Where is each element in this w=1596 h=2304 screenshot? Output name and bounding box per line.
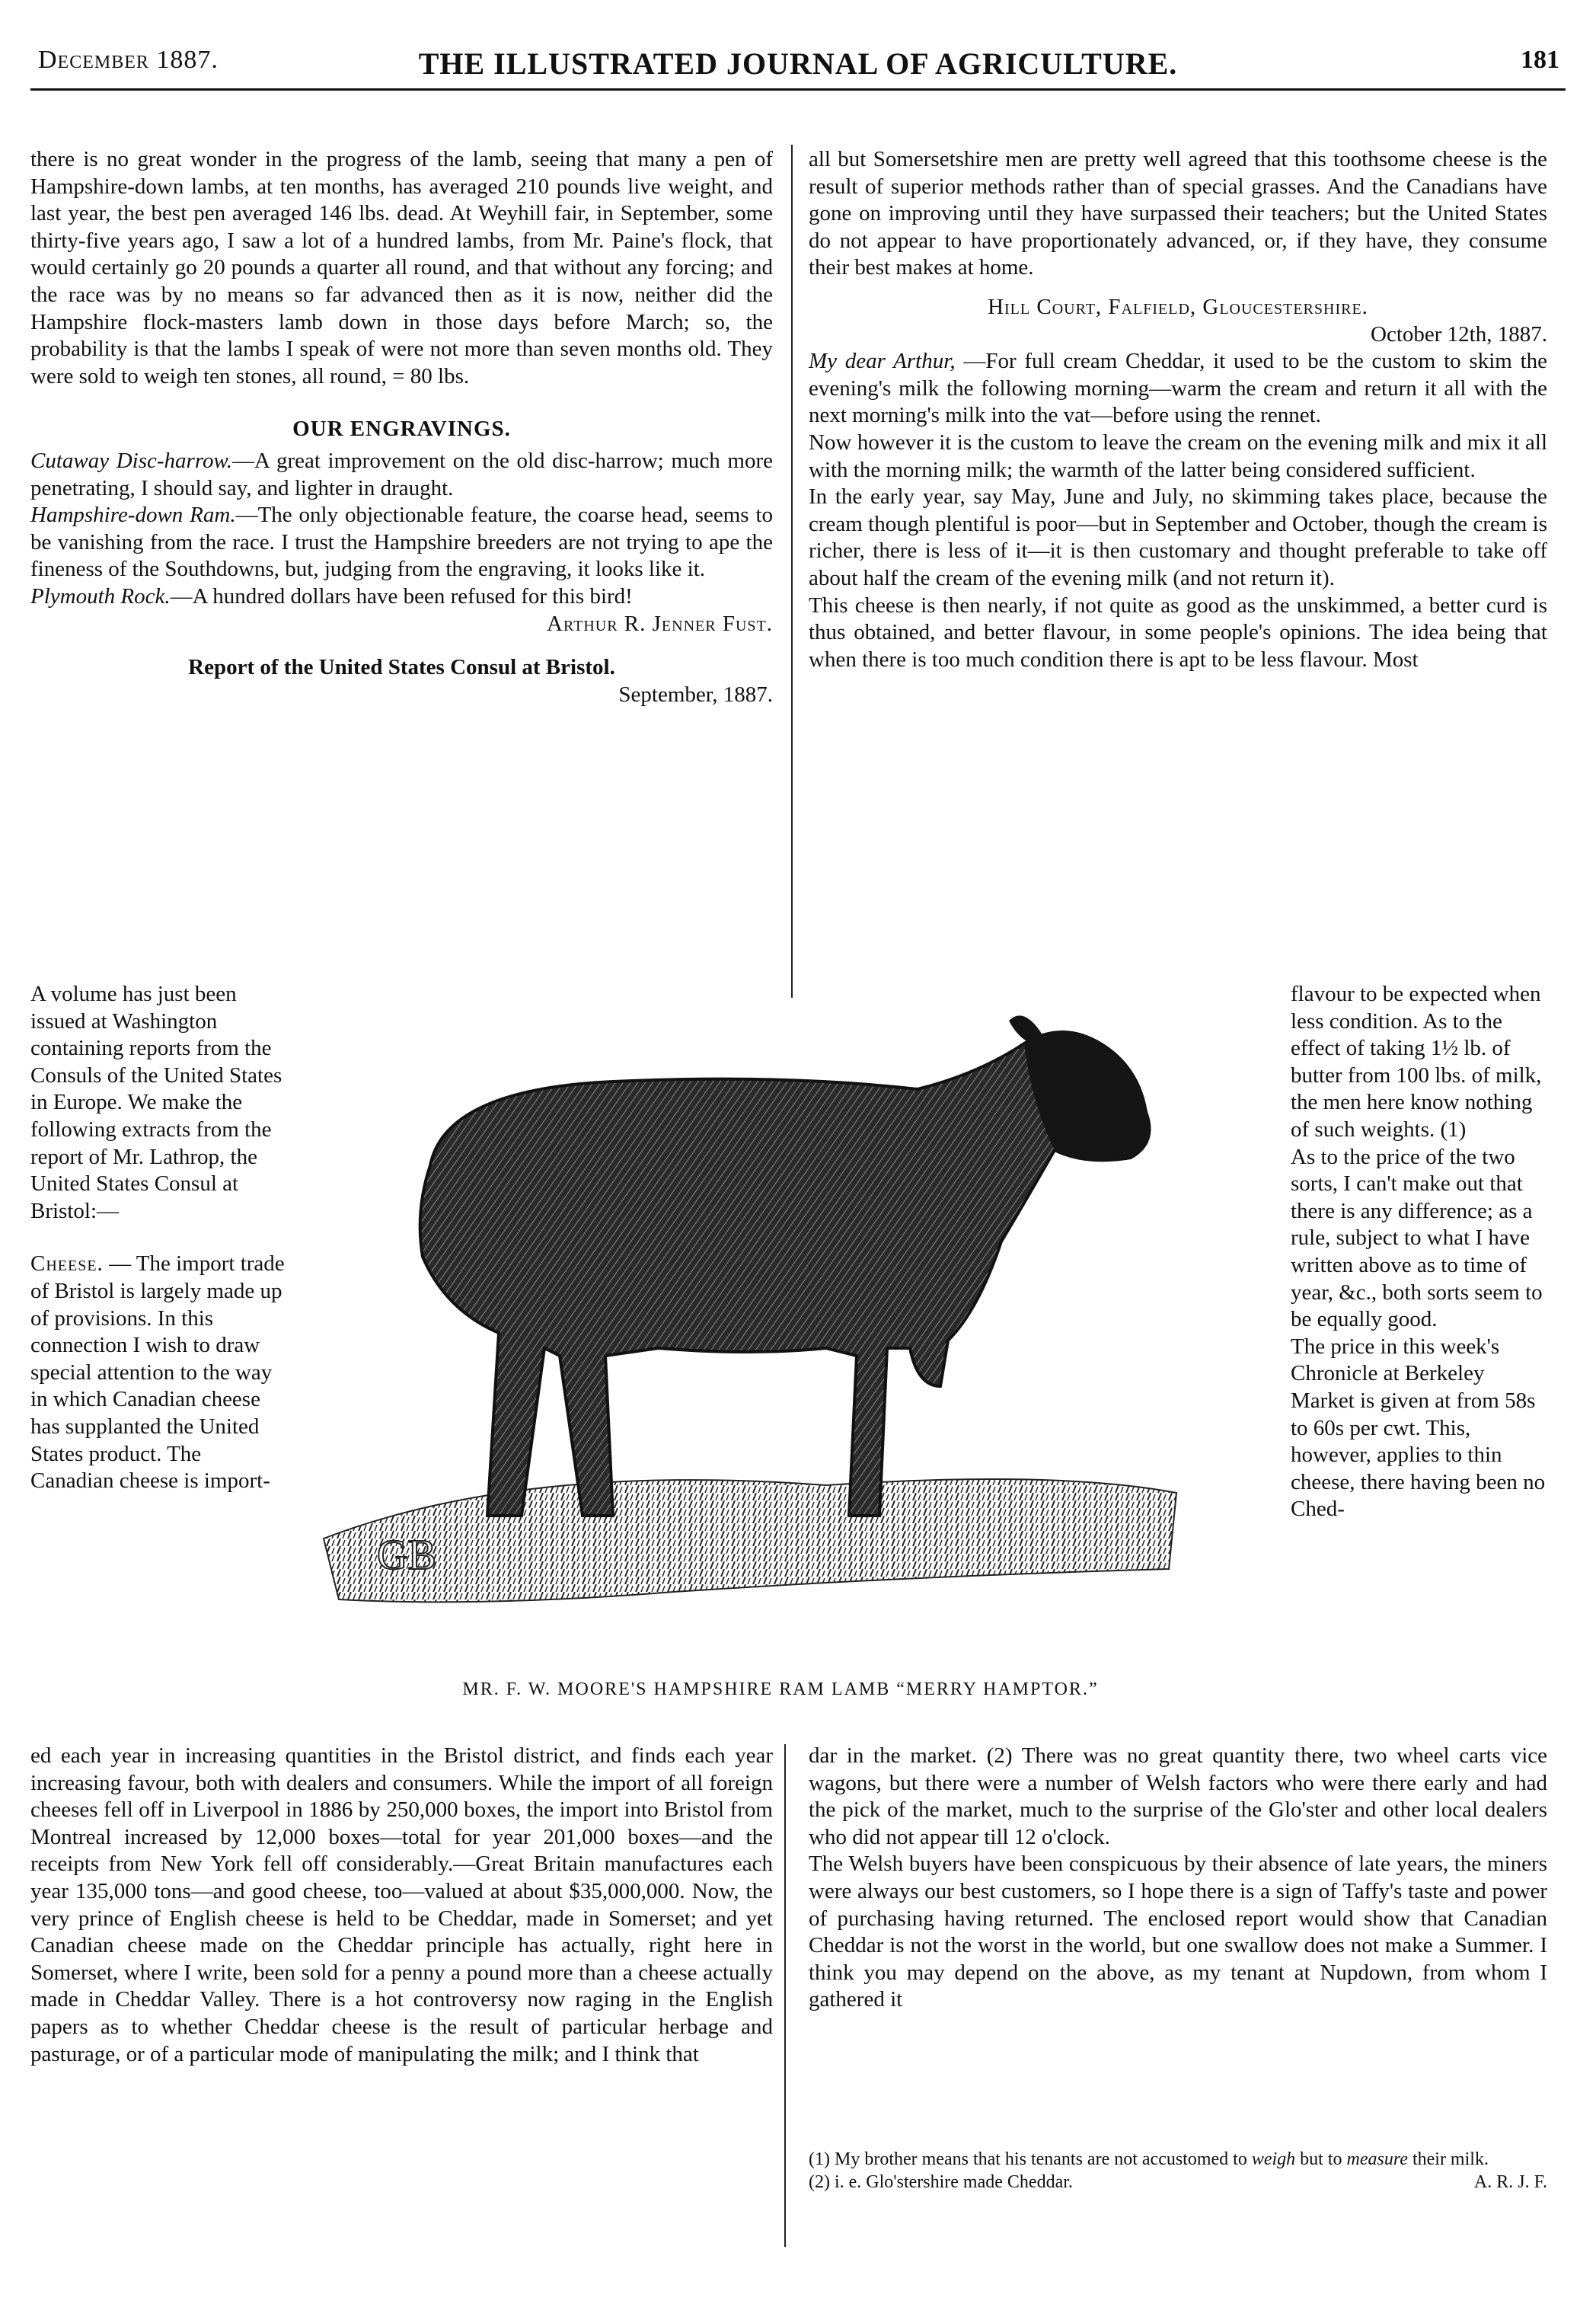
welsh-buyers-paragraph: The Welsh buyers have been conspicuous by their absence of late years, the miners were always our best customers, so I hope there is a sign of Taffy's taste and power of purchasing having returned. The enclosed report would show that Canadian Cheddar is not the worst in the world, but one swallow does not make a Summer. I think you may depend on the above, as my tenant at Nupdown, from whom I gathered it [809, 1852, 1547, 2012]
letter-address: Hill Court, Falfield, Gloucestershire. [988, 294, 1368, 319]
letter-paragraph-4: This cheese is then nearly, if not quite as good as the unskimmed, a better curd is thus obtained, and better flavour, in some people's opinions. The idea being that when there is too much condition there is apt to be less flavour. Most [809, 593, 1547, 672]
footnote-2: (2) i. e. Glo'stershire made Cheddar. [809, 2172, 1073, 2192]
cheese-label: Cheese. [30, 1251, 104, 1277]
column-divider-top [791, 145, 793, 998]
letter-paragraph-1 [809, 348, 1547, 430]
author-signature: Arthur R. Jenner Fust. [547, 611, 773, 636]
engraving-rock [30, 583, 773, 611]
header-rule [30, 88, 1566, 91]
engraving-harrow-title: Cutaway Disc-harrow. [30, 448, 232, 473]
column-left-top [30, 146, 773, 708]
engravings-heading: OUR ENGRAVINGS. [292, 417, 511, 442]
footnote-1-text-b: but to [1295, 2149, 1347, 2169]
volume-paragraph: A volume has just been issued at Washington containing reports from the Consuls of the United States in Europe. We make the following extracts from the report of Mr. Lathrop, the United States Consul at Bristol:— [30, 982, 282, 1223]
engraving-rock-title: Plymouth Rock. [30, 583, 171, 609]
bristol-paragraph: ed each year in increasing quantities in the Bristol district, and finds each year increasing favour, both with dealers and consumers. While the import of all foreign cheeses fell off in Liverpool in 1886 by 250,000 boxes, the import into Bristol from Montreal increased by 12,000 boxes—total for year 201,000 boxes—and the receipts from New York fell off considerably.—Great Britain manufactures each year 135,000 tons—and good cheese, too—valued at about $35,000,000. Now, the very prince of English cheese is held to be Cheddar, made in Somerset; and yet Canadian cheese made on the Cheddar principle has actually, right here in Somerset, where I write, been sold for a penny a pound more than a cheese actually made in Cheddar Valley. There is a hot controversy now raging in the English papers as to whether Cheddar cheese is the result of particular herbage and pasturage, or of a particular mode of manipulating the milk; and I think that [30, 1743, 773, 2066]
report-heading: Report of the United States Consul at Bristol. [188, 655, 615, 680]
engraving-ram-text: —The only objectionable feature, the coarse head, seems to be vanishing from the race. I trust the Hampshire breeders are not trying to ape the fineness of the Southdowns, but, judging from the engraving, it looks like it. [30, 503, 773, 582]
letter-date: October 12th, 1887. [1371, 321, 1547, 347]
engraving-harrow [30, 448, 773, 502]
sheep-engraving-icon [293, 990, 1283, 1676]
price-paragraph: As to the price of the two sorts, I can't make out that there is any difference; as a rule, subject to what I have written above as to time of year, &c., both sorts seem to be equally good. [1291, 1144, 1543, 1332]
letter-paragraph-1-text: —For full cream Cheddar, it used to be the custom to skim the evening's milk the following morning—warm the cream and return it all with the next morning's milk into the vat—before using the rennet. [809, 349, 1547, 428]
letter-paragraph-2: Now however it is the custom to leave the cream on the evening milk and mix it all with the morning milk; the warmth of the latter being considered sufficient. [809, 430, 1547, 482]
market-paragraph: The price in this week's Chronicle at Berkeley Market is given at from 58s to 60s per cwt. This, however, applies to thin cheese, there having been no Ched- [1291, 1334, 1546, 1522]
engraving-rock-text: —A hundred dollars have been refused for this bird! [170, 583, 633, 609]
column-divider-bottom [784, 1744, 786, 2247]
engraving-harrow-text: —A great improvement on the old disc-harrow; much more penetrating, I should say, and lighter in draught. [30, 448, 773, 500]
column-right-bottom [809, 1743, 1547, 2014]
engraving-ram [30, 502, 773, 583]
engraver-monogram: GB [377, 1532, 436, 1579]
column-left-bottom [30, 1743, 773, 2068]
footnotes [809, 2148, 1547, 2194]
somerset-paragraph: all but Somersetshire men are pretty well agreed that this toothsome cheese is the result of superior methods rather than of special grasses. And the Canadians have gone on improving until they have surpassed their teachers; but the United States do not appear to have proportionately advanced, or, if they have, they consume their best makes at home. [809, 147, 1547, 280]
column-right-top [809, 146, 1547, 673]
footnote-1-measure: measure [1346, 2149, 1408, 2169]
header-date: December 1887. [38, 46, 219, 74]
engraving-ram-title: Hampshire-down Ram. [30, 503, 236, 528]
lamb-paragraph: there is no great wonder in the progress of the lamb, seeing that many a pen of Hampshire-down lambs, at ten months, has averaged 210 pounds live weight, and last year, the best pen averaged 146 lbs. dead. At Weyhill fair, in September, some thirty-five years ago, I saw a lot of a hundred lambs, from Mr. Paine's flock, that would certainly go 20 pounds a quarter all round, and that without any forcing; and the race was by no means so far advanced then as it is now, neither did the Hampshire flock-masters lamb down in those days before March; so, the probability is that the lambs I speak of were not more than seven months old. They were sold to weigh ten stones, all round, = 80 lbs. [30, 147, 773, 388]
page-number: 181 [1521, 46, 1559, 74]
column-left-narrow [30, 981, 289, 1495]
footnote-1-weigh: weigh [1251, 2149, 1296, 2169]
market-continued-paragraph: dar in the market. (2) There was no great quantity there, two wheel carts vice wagons, but there were a number of Welsh factors who were there early and had the pick of the market, much to the surprise of the Glo'ster and other local dealers who did not appear till 12 o'clock. [809, 1743, 1547, 1849]
footnote-1-signature: A. R. J. F. [1473, 2172, 1547, 2192]
footnote-1-text-a: (1) My brother means that his tenants are not accustomed to [809, 2149, 1252, 2169]
figure-caption: MR. F. W. MOORE'S HAMPSHIRE RAM LAMB “MERRY HAMPTOR.” [462, 1679, 1099, 1699]
ram-engraving [293, 990, 1283, 1676]
flavour-paragraph: flavour to be expected when less condition. As to the effect of taking 1½ lb. of butter from 100 lbs. of milk, the men here know nothing of such weights. (1) [1291, 982, 1542, 1142]
cheese-text: — The import trade of Bristol is largely made up of provisions. In this connection I wish to draw special attention to the way in which Canadian cheese has supplanted the United States product. The Canadian cheese is import- [30, 1251, 285, 1494]
journal-title: THE ILLUSTRATED JOURNAL OF AGRICULTURE. [418, 46, 1178, 81]
column-right-narrow [1291, 981, 1550, 1523]
cheese-paragraph [30, 1251, 289, 1494]
footnote-1-text-c: their milk. [1407, 2149, 1489, 2169]
report-date: September, 1887. [618, 682, 773, 707]
page-header [30, 46, 1566, 91]
letter-paragraph-3: In the early year, say May, June and July, no skimming takes place, because the cream though plentiful is poor—but in September and October, though the cream is richer, there is less of it—it is then customary and thought preferable to take off about half the cream of the evening milk (and not return it). [809, 484, 1547, 590]
letter-salutation: My dear Arthur, [809, 349, 956, 374]
